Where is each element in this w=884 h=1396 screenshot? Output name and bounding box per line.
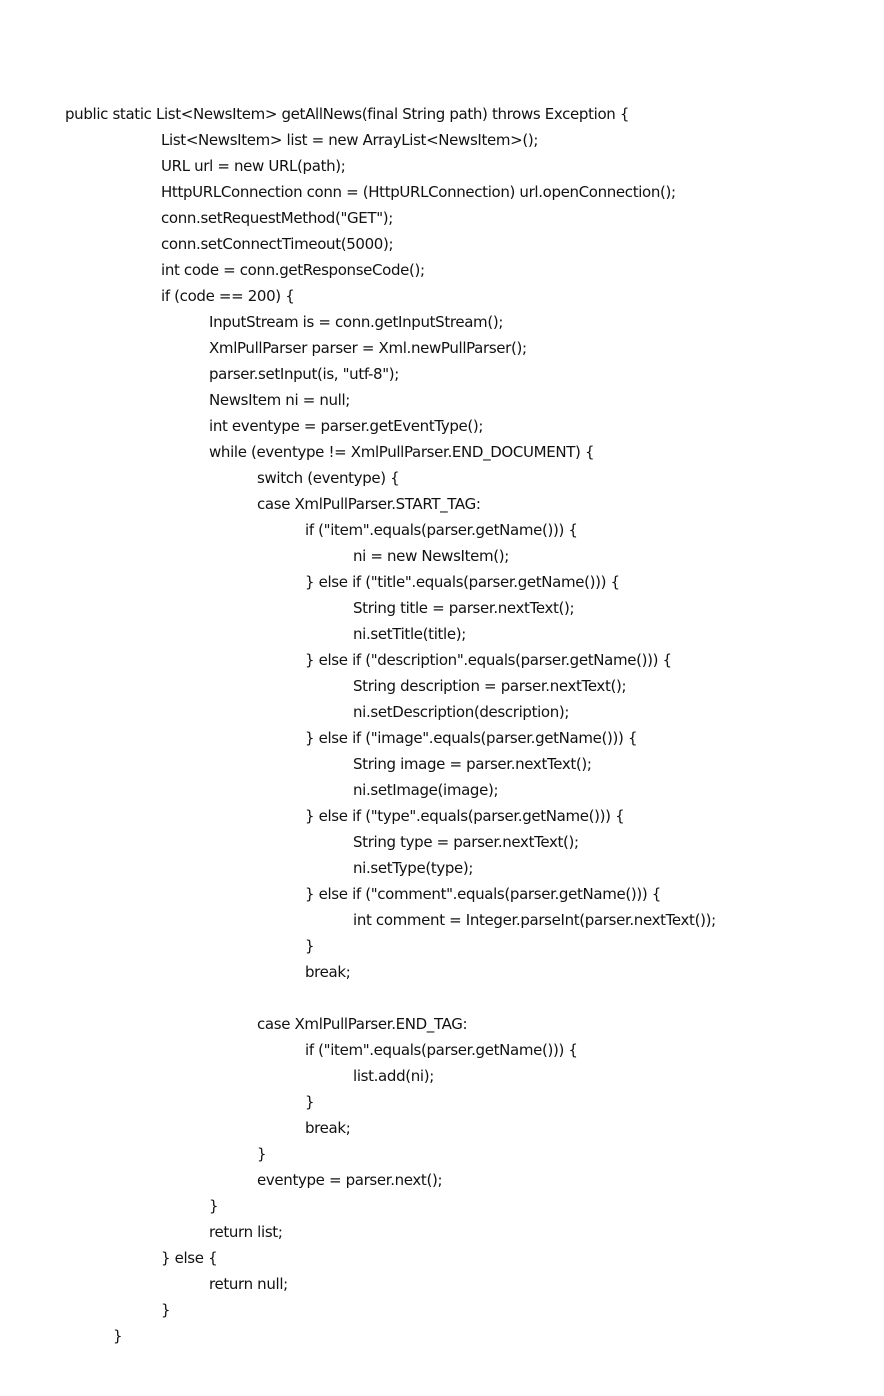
code-line: } else { <box>161 1249 218 1267</box>
code-line: String description = parser.nextText(); <box>353 677 627 695</box>
code-line: ni.setImage(image); <box>353 781 499 799</box>
code-line: } else if ("title".equals(parser.getName())) { <box>305 573 620 591</box>
code-line: } <box>305 937 315 955</box>
code-line: } else if ("image".equals(parser.getName())) { <box>305 729 638 747</box>
code-line: list.add(ni); <box>353 1067 434 1085</box>
code-line: return list; <box>209 1223 283 1241</box>
code-line: String title = parser.nextText(); <box>353 599 575 617</box>
code-line: } else if ("type".equals(parser.getName())) { <box>305 807 625 825</box>
code-line: } <box>209 1197 219 1215</box>
code-line: } <box>257 1145 267 1163</box>
code-line: break; <box>305 1119 351 1137</box>
code-line: conn.setRequestMethod("GET"); <box>161 209 393 227</box>
code-line: public static List<NewsItem> getAllNews(final String path) throws Exception { <box>65 105 630 123</box>
code-line: } <box>305 1093 315 1111</box>
code-line: conn.setConnectTimeout(5000); <box>161 235 394 253</box>
code-line: } <box>113 1327 123 1345</box>
code-line: int eventype = parser.getEventType(); <box>209 417 484 435</box>
code-line: ni.setTitle(title); <box>353 625 466 643</box>
code-line: XmlPullParser parser = Xml.newPullParser(); <box>209 339 527 357</box>
code-line: String type = parser.nextText(); <box>353 833 579 851</box>
code-line: ni.setDescription(description); <box>353 703 570 721</box>
code-line: List<NewsItem> list = new ArrayList<NewsItem>(); <box>161 131 539 149</box>
code-line: int code = conn.getResponseCode(); <box>161 261 425 279</box>
code-line: int comment = Integer.parseInt(parser.nextText()); <box>353 911 716 929</box>
code-line: while (eventype != XmlPullParser.END_DOCUMENT) { <box>209 443 595 461</box>
code-line: case XmlPullParser.END_TAG: <box>257 1015 468 1033</box>
code-line: parser.setInput(is, "utf-8"); <box>209 365 399 383</box>
code-line: if (code == 200) { <box>161 287 295 305</box>
code-line: return null; <box>209 1275 288 1293</box>
code-line: String image = parser.nextText(); <box>353 755 592 773</box>
code-line: if ("item".equals(parser.getName())) { <box>305 521 578 539</box>
code-line: } else if ("comment".equals(parser.getName())) { <box>305 885 661 903</box>
code-line: ni.setType(type); <box>353 859 474 877</box>
code-line: break; <box>305 963 351 981</box>
code-line: HttpURLConnection conn = (HttpURLConnection) url.openConnection(); <box>161 183 676 201</box>
code-line: eventype = parser.next(); <box>257 1171 443 1189</box>
code-line: URL url = new URL(path); <box>161 157 346 175</box>
code-line: InputStream is = conn.getInputStream(); <box>209 313 504 331</box>
code-line: } else if ("description".equals(parser.getName())) { <box>305 651 672 669</box>
code-line: switch (eventype) { <box>257 469 400 487</box>
code-line: case XmlPullParser.START_TAG: <box>257 495 481 513</box>
code-line: } <box>161 1301 171 1319</box>
code-line: if ("item".equals(parser.getName())) { <box>305 1041 578 1059</box>
code-line: NewsItem ni = null; <box>209 391 350 409</box>
code-line: ni = new NewsItem(); <box>353 547 509 565</box>
